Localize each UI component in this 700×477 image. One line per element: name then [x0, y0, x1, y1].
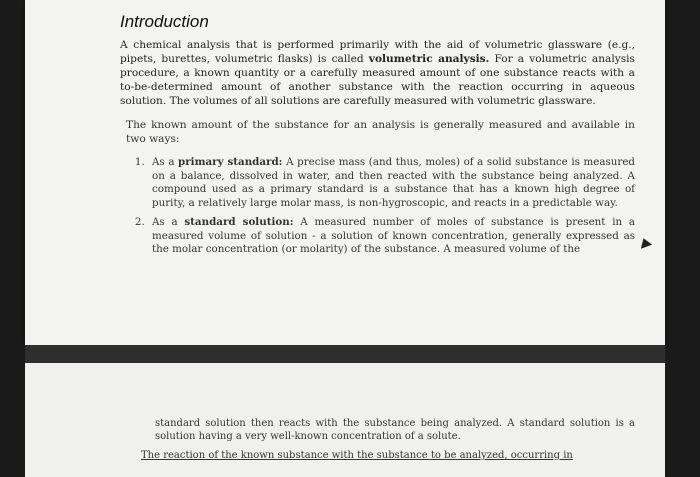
intro-bold-term: volumetric analysis. [368, 53, 490, 65]
page-title: Introduction [120, 12, 209, 31]
intro-paragraph [120, 38, 635, 108]
intro-text-part2: For a volumetric analysis procedure, a known quantity or a carefully measured amount of one substance reacts with a to-be-determined amount of another substance with the reaction occurring in aqueous solution. The volumes of all solutions are carefully measured with volumetric glassware. [120, 53, 635, 107]
document-page-bottom [25, 363, 665, 477]
list-item [148, 156, 635, 210]
item-lead: As a [152, 216, 185, 228]
page-gap [25, 345, 665, 363]
ways-paragraph: The known amount of the substance for an analysis is generally measured and available in two ways: [126, 119, 635, 145]
item-lead: As a [152, 156, 179, 168]
document-page-top [25, 0, 665, 345]
item-bold-term: primary standard: [178, 156, 283, 168]
standards-list [120, 156, 635, 257]
list-item [148, 216, 635, 257]
continuation-line: The reaction of the known substance with the substance to be analyzed, occurring in [141, 450, 573, 461]
item-bold-term: standard solution: [184, 216, 294, 228]
intro-text-part1: A chemical analysis that is performed primarily with the aid of volumetric glassware (e.g., pipets, burettes, volumetric flasks) is called [120, 39, 635, 65]
continuation-paragraph: standard solution then reacts with the substance being analyzed. A standard solution is a solution having a very well-known concentration of a solute. [155, 418, 635, 442]
item-text: A measured number of moles of substance is present in a measured volume of solution - a solution of known concentration, generally expressed as the molar concentration (or molarity) of the substance. A measured volume of the [152, 216, 636, 255]
item-text: A precise mass (and thus, moles) of a solid substance is measured on a balance, dissolved in water, and then reacted with the substance being analyzed. A compound used as a primary standard is a substance that has a known high degree of purity, a relatively large molar mass, is non-hygroscopic, and reacts in a predictable way. [152, 156, 636, 209]
